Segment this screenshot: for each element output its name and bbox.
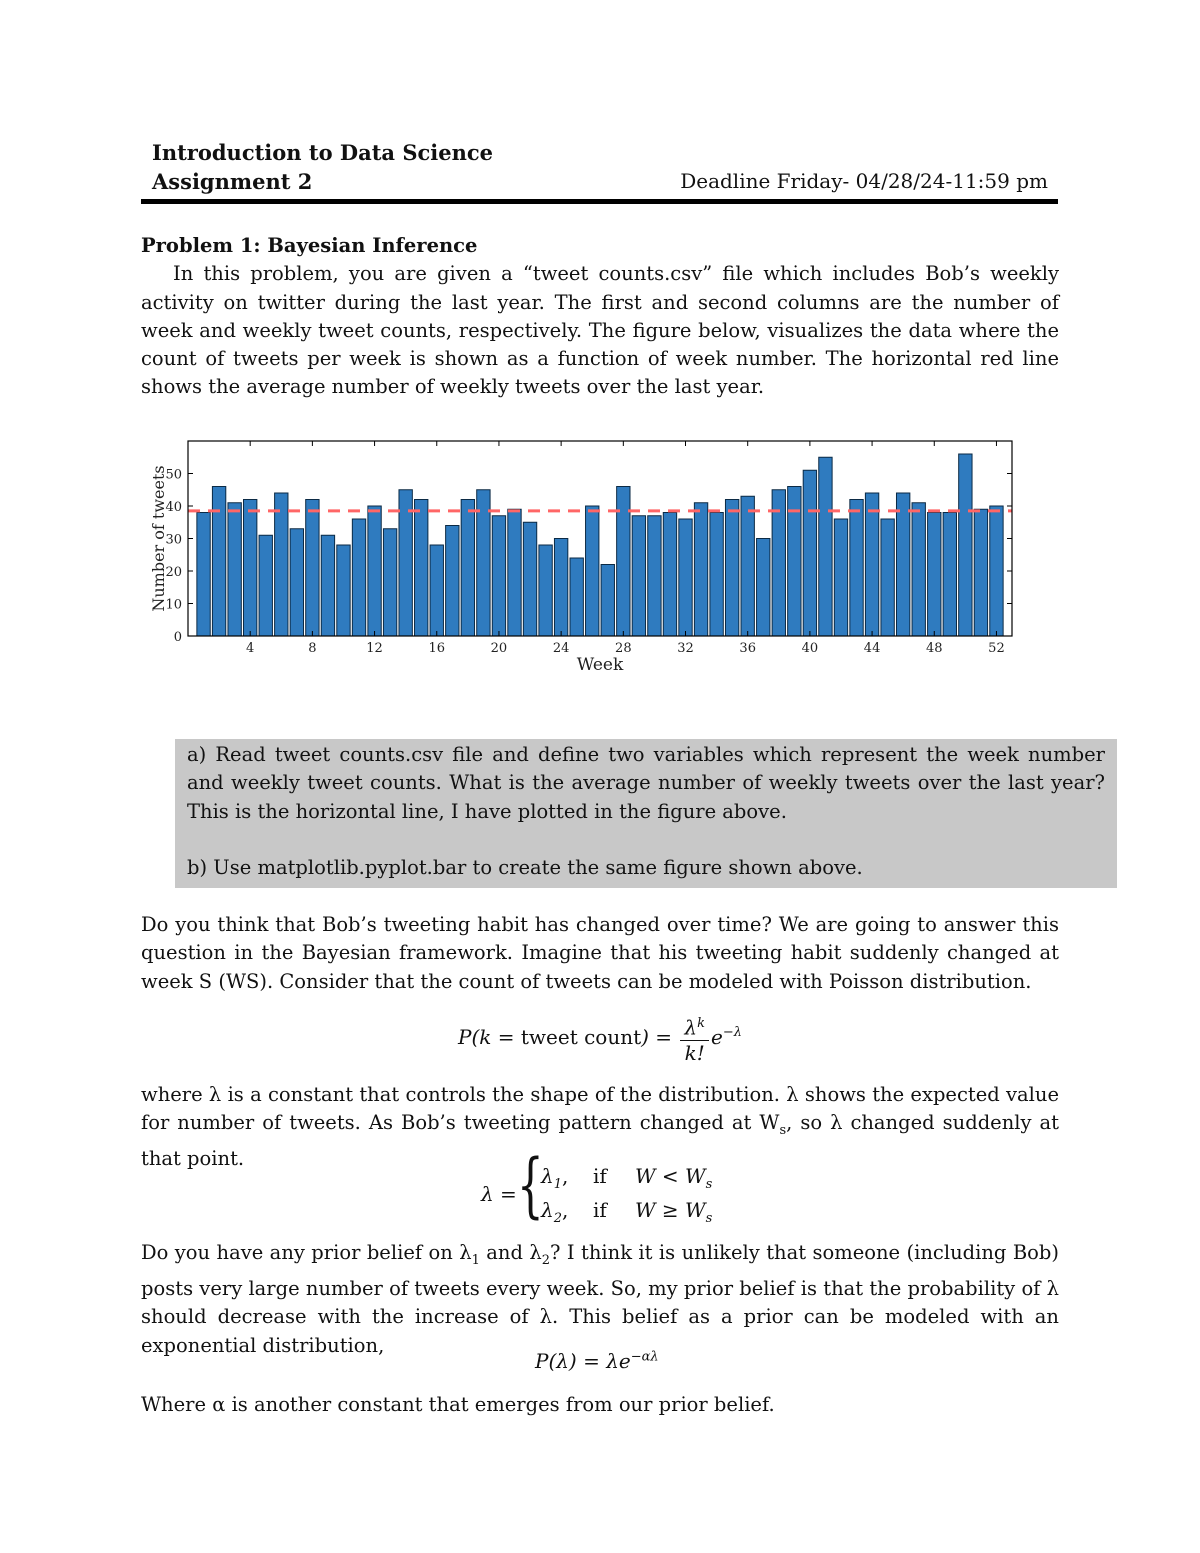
chart-bars [197, 454, 1003, 636]
case1-val: λ [541, 1164, 554, 1188]
bar-week-37 [757, 539, 770, 637]
ytick-label-10: 10 [165, 597, 182, 613]
case2-val: λ [541, 1198, 554, 1222]
poisson-denominator: k! [684, 1040, 705, 1065]
para2-text-a: where λ is a constant that controls the shape of the distribution. λ shows the expected value for number of tweets. As Bob’s tweeting pattern changed at W [141, 1083, 1059, 1135]
ytick-label-20: 20 [165, 565, 182, 580]
xtick-label-40: 40 [801, 641, 819, 656]
xtick-label-52: 52 [988, 641, 1005, 656]
bar-week-44 [865, 493, 878, 636]
bar-week-11 [352, 519, 365, 636]
bar-week-48 [928, 513, 941, 637]
bar-week-29 [632, 516, 645, 636]
bar-week-12 [368, 506, 381, 636]
body-para-4: Where α is another constant that emerges from our prior belief. [141, 1393, 775, 1416]
bar-week-40 [803, 470, 816, 636]
bar-week-22 [523, 522, 536, 636]
case1-cond [635, 1164, 712, 1192]
course-title: Introduction to Data Science [152, 140, 494, 165]
para2-sub: s [779, 1123, 787, 1139]
body-para-3 [141, 1239, 1059, 1360]
poisson-tail-sup: −λ [722, 1025, 742, 1041]
case-row-1 [541, 1164, 713, 1192]
case2-if: if [593, 1198, 607, 1222]
poisson-numerator [680, 1012, 709, 1041]
case2-cond-sub: s [705, 1211, 713, 1226]
xtick-label-32: 32 [677, 641, 694, 656]
xtick-label-44: 44 [863, 641, 881, 656]
problem-intro: In this problem, you are given a “tweet counts.csv” file which includes Bob’s weekly activity on twitter during the last year. The first and second columns are the number of week and weekly tweet counts, respectively. The figure below, visualizes the data where the count of tweets per week is shown as a function of week number. The horizontal red line shows the average number of weekly tweets over the last year. [141, 262, 1059, 399]
case1-sub: 1 [553, 1177, 562, 1192]
ytick-label-0: 0 [173, 630, 182, 645]
prior-sup: −αλ [630, 1349, 659, 1365]
chart-xlabel: Week [576, 655, 624, 675]
assignment-title: Assignment 2 [152, 169, 313, 194]
bar-week-20 [492, 516, 505, 636]
bar-week-7 [290, 529, 303, 636]
bar-week-18 [461, 500, 474, 637]
poisson-word: tweet count [520, 1024, 642, 1049]
ytick-label-50: 50 [165, 467, 182, 483]
lambda-cases-equation [481, 1144, 741, 1230]
ytick-label-30: 30 [165, 532, 182, 548]
xtick-label-4: 4 [246, 641, 255, 656]
bar-week-47 [912, 503, 925, 636]
bar-week-34 [710, 513, 723, 637]
bar-week-33 [694, 503, 707, 636]
bar-week-21 [508, 509, 521, 636]
bar-week-35 [725, 500, 738, 637]
poisson-tail: e [710, 1024, 723, 1049]
bar-week-49 [943, 513, 956, 637]
xtick-label-8: 8 [308, 641, 317, 656]
case2-cond [635, 1198, 712, 1226]
bar-week-3 [228, 503, 241, 636]
para3-sub2: 2 [541, 1252, 551, 1268]
xtick-label-36: 36 [739, 641, 756, 656]
bar-week-9 [321, 535, 334, 636]
bar-week-45 [881, 519, 894, 636]
poisson-mid: ) = [641, 1024, 679, 1049]
bar-week-6 [275, 493, 288, 636]
bar-week-23 [539, 545, 552, 636]
poisson-equation [458, 1012, 742, 1065]
case1-cond-sub: s [705, 1177, 713, 1192]
para3-text-c: ? I think it is unlikely that someone (including Bob) posts very large number of tweets every week. So, my prior belief is that the probability of λ should decrease with the increase of λ. This belief as a prior can be modeled with an exponential distribution, [141, 1241, 1059, 1357]
cases-brace: { [517, 1144, 544, 1226]
bar-week-27 [601, 565, 614, 637]
xtick-label-48: 48 [925, 641, 943, 656]
tweet-bar-chart [130, 428, 1030, 678]
poisson-fraction [680, 1012, 709, 1065]
header-rule [141, 199, 1058, 204]
bar-week-30 [648, 516, 661, 636]
bar-week-52 [990, 506, 1003, 636]
bar-week-31 [663, 513, 676, 637]
task-part-a: a) Read tweet counts.csv file and define two variables which represent the week number and weekly tweet counts. What is the average number of weekly tweets over the last year? This is the horizontal line, I have plotted in the figure above. [187, 743, 1105, 823]
bar-week-50 [959, 454, 972, 636]
task-part-b: b) Use matplotlib.pyplot.bar to create the same figure shown above. [187, 855, 863, 879]
bar-week-8 [306, 500, 319, 637]
bar-week-24 [554, 539, 567, 637]
prior-equation [535, 1349, 659, 1373]
case1-cond-text: W < W [635, 1164, 706, 1188]
chart-ylabel: Number of tweets [149, 465, 168, 612]
xtick-label-12: 12 [366, 641, 383, 656]
ytick-label-40: 40 [165, 500, 182, 515]
para3-sub1: 1 [471, 1252, 480, 1268]
chart-svg [130, 428, 1030, 678]
bar-week-28 [617, 487, 630, 637]
bar-week-1 [197, 513, 210, 637]
bar-week-43 [850, 500, 863, 637]
bar-week-51 [974, 509, 987, 636]
bar-week-16 [430, 545, 443, 636]
deadline: Deadline Friday- 04/28/24-11:59 pm [680, 169, 1048, 193]
bar-week-26 [586, 506, 599, 636]
case2-cond-text: W ≥ W [635, 1198, 706, 1222]
para2-text-b: , so λ changed suddenly at that point. [141, 1111, 1059, 1171]
para3-text-a: Do you have any prior belief on λ [141, 1241, 472, 1264]
case2-comma: , [561, 1198, 569, 1222]
task-box [175, 739, 1117, 888]
bar-week-5 [259, 535, 272, 636]
bar-week-41 [819, 457, 832, 636]
xtick-label-20: 20 [490, 641, 508, 656]
bar-week-25 [570, 558, 583, 636]
bar-week-32 [679, 519, 692, 636]
poisson-num-base: λ [684, 1015, 698, 1040]
bar-week-10 [337, 545, 350, 636]
xtick-label-28: 28 [615, 641, 632, 656]
problem-section [141, 232, 1059, 402]
poisson-num-sup: k [697, 1016, 705, 1031]
bar-week-2 [212, 487, 225, 637]
bar-week-46 [896, 493, 909, 636]
body-para-1: Do you think that Bob’s tweeting habit has changed over time? We are going to answer this question in the Bayesian framework. Imagine that his tweeting habit suddenly changed at week S (WS). Consider that the count of tweets can be modeled with Poisson distribution. [141, 913, 1059, 993]
para3-text-b: and λ [479, 1241, 542, 1264]
bar-week-39 [788, 487, 801, 637]
bar-week-17 [446, 526, 459, 637]
bar-week-15 [415, 500, 428, 637]
bar-week-4 [244, 500, 257, 637]
case2-sub: 2 [553, 1211, 562, 1226]
case1-if: if [593, 1164, 607, 1188]
bar-week-42 [834, 519, 847, 636]
xtick-label-16: 16 [428, 641, 446, 656]
problem-heading: Problem 1: Bayesian Inference [141, 234, 478, 257]
bar-week-13 [383, 529, 396, 636]
case1-comma: , [561, 1164, 569, 1188]
lambda-lhs: λ = [481, 1182, 517, 1206]
bar-week-36 [741, 496, 754, 636]
prior-lhs: P(λ) = λe [535, 1349, 631, 1373]
poisson-lhs: P(k = [458, 1024, 521, 1049]
xtick-label-24: 24 [552, 641, 570, 656]
